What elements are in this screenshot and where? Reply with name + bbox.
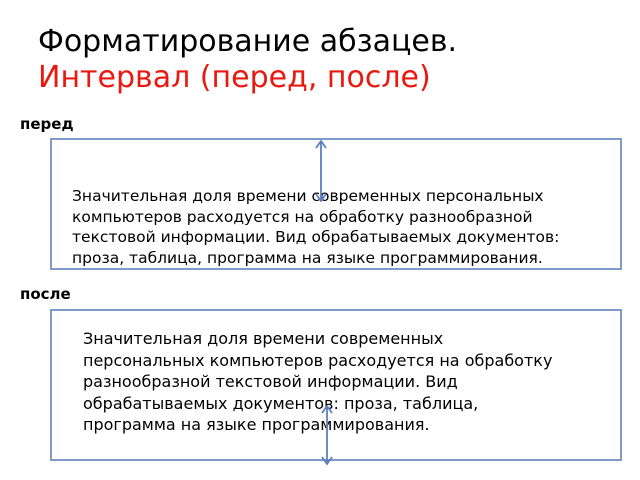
paragraph-box-after — [50, 309, 622, 461]
title-line-1: Форматирование абзацев. — [38, 24, 458, 59]
double-arrow-icon — [310, 140, 332, 202]
title-line-2: Интервал (перед, после) — [38, 60, 431, 95]
slide-title — [38, 24, 457, 96]
paragraph-line: программа на языке программирования. — [83, 415, 430, 434]
label-before: перед — [20, 115, 74, 133]
paragraph-line: персональных компьютеров расходуется на обработку — [83, 350, 553, 370]
paragraph-line: компьютеров расходуется на обработку разнообразной — [72, 207, 533, 226]
paragraph-box-before — [50, 138, 622, 270]
paragraph-line: Значительная доля времени современных — [83, 329, 444, 348]
label-after: после — [20, 285, 71, 303]
paragraph-line: проза, таблица, программа на языке программирования. — [72, 248, 543, 267]
paragraph-line: разнообразной текстовой информации. Вид — [83, 372, 458, 391]
paragraph-line: обрабатываемых документов: проза, таблица, — [83, 393, 479, 413]
double-arrow-icon — [316, 405, 338, 465]
paragraph-line: текстовой информации. Вид обрабатываемых документов: — [72, 228, 560, 246]
paragraph-line: Значительная доля времени современных персональных — [72, 187, 544, 205]
